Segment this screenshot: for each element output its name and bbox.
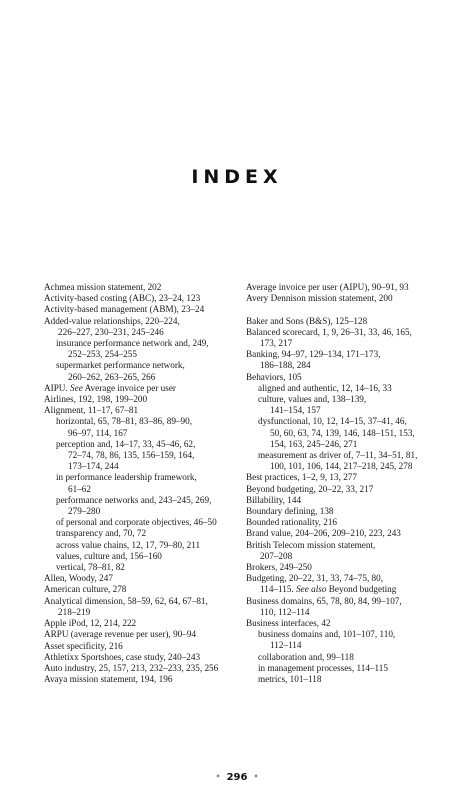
index-column-right [246, 282, 451, 685]
index-entry: Business interfaces, 42 [246, 618, 331, 629]
index-entry: Alignment, 11–17, 67–81 [44, 405, 139, 416]
index-subentry: in performance leadership framework, 61–62 [56, 472, 197, 494]
index-entry: Budgeting, 20–22, 31, 33, 74–75, 80, 114–115. See also Beyond budgeting [246, 573, 397, 595]
index-entry: Baker and Sons (B&S), 125–128 [246, 315, 368, 326]
index-subentry: of personal and corporate objectives, 46–50 [56, 517, 217, 528]
index-entry: Balanced scorecard, 1, 9, 26–31, 33, 46, 165, 173, 217 [246, 326, 412, 348]
index-entry: Brokers, 249–250 [246, 562, 312, 573]
index-entry: Apple iPod, 12, 214, 222 [44, 618, 137, 629]
index-entry: Athletixx Sportshoes, case study, 240–243 [44, 651, 201, 662]
index-subentry: in management processes, 114–115 [258, 662, 388, 673]
index-entry: Activity-based management (ABM), 23–24 [44, 304, 205, 315]
index-entry: Behaviors, 105 [246, 371, 302, 382]
index-entry: AIPU. See Average invoice per user [44, 382, 176, 393]
index-entry: American culture, 278 [44, 584, 127, 595]
index-subentry: horizontal, 65, 78–81, 83–86, 89–90, 96–97, 114, 167 [56, 416, 193, 438]
index-entry: Boundary defining, 138 [246, 506, 334, 517]
index-entry: Achmea mission statement, 202 [44, 282, 162, 292]
index-entry: Average invoice per user (AIPU), 90–91, 93 [246, 282, 409, 292]
index-entry: Billability, 144 [246, 494, 302, 505]
index-entry: ARPU (average revenue per user), 90–94 [44, 629, 197, 640]
index-subentry: business domains and, 101–107, 110, 112–114 [258, 629, 396, 651]
index-subentry: transparency and, 70, 72 [56, 528, 147, 539]
index-entry: Analytical dimension, 58–59, 62, 64, 67–81, 218–219 [44, 595, 208, 617]
index-entry: Bounded rationality, 216 [246, 517, 338, 528]
index-subentry: insurance performance network and, 249, 252–253, 254–255 [56, 338, 209, 360]
index-entry: Activity-based costing (ABC), 23–24, 123 [44, 293, 201, 304]
index-entry: Avaya mission statement, 194, 196 [44, 674, 173, 685]
index-column-left [44, 282, 249, 685]
index-entry: Auto industry, 25, 157, 213, 232–233, 235, 256 [44, 662, 219, 673]
index-entry: Beyond budgeting, 20–22, 33, 217 [246, 483, 374, 494]
index-entry: Allen, Woody, 247 [44, 573, 113, 584]
index-subentry: dysfunctional, 10, 12, 14–15, 37–41, 46, 50, 60, 63, 74, 139, 146, 148–151, 153, 154, 163, 245–246, 271 [258, 416, 415, 449]
index-subentry: performance networks and, 243–245, 269, 279–280 [56, 494, 212, 517]
index-subentry: measurement as driver of, 7–11, 34–51, 81, 100, 101, 106, 144, 217–218, 245, 278 [258, 450, 418, 472]
index-entry: Banking, 94–97, 129–134, 171–173, 186–188, 284 [246, 349, 381, 371]
bullet-icon: • [253, 772, 259, 781]
index-entry: Brand value, 204–206, 209–210, 223, 243 [246, 528, 401, 539]
index-entry: British Telecom mission statement, 207–208 [246, 539, 376, 561]
index-entry: Avery Dennison mission statement, 200 [246, 293, 393, 304]
index-subentry: vertical, 78–81, 82 [56, 562, 125, 573]
index-subentry: collaboration and, 99–118 [258, 651, 354, 662]
page-footer [0, 772, 474, 783]
index-entry: Asset specificity, 216 [44, 640, 123, 651]
index-subentry: across value chains, 12, 17, 79–80, 211 [56, 539, 201, 550]
index-subentry: culture, values and, 138–139, 141–154, 157 [258, 394, 367, 416]
bullet-icon: • [215, 772, 221, 781]
index-subentry: aligned and authentic, 12, 14–16, 33 [258, 382, 392, 393]
index-subentry: values, culture and, 156–160 [56, 550, 162, 561]
page-number: 296 [226, 772, 248, 783]
index-subentry: perception and, 14–17, 33, 45–46, 62, 72–74, 78, 86, 135, 156–159, 164, 173–174, 244 [56, 438, 196, 472]
index-entry: Business domains, 65, 78, 80, 84, 99–107, 110, 112–114 [246, 595, 402, 617]
index-subentry: supermarket performance network, 260–262, 263–265, 266 [56, 360, 185, 382]
index-entry: Added-value relationships, 220–224, 226–227, 230–231, 245–246 [44, 315, 180, 337]
index-title: INDEX [191, 166, 283, 188]
index-subentry: metrics, 101–118 [258, 674, 322, 685]
index-entry: Airlines, 192, 198, 199–200 [44, 394, 148, 405]
index-entry: Best practices, 1–2, 9, 13, 277 [246, 472, 357, 483]
